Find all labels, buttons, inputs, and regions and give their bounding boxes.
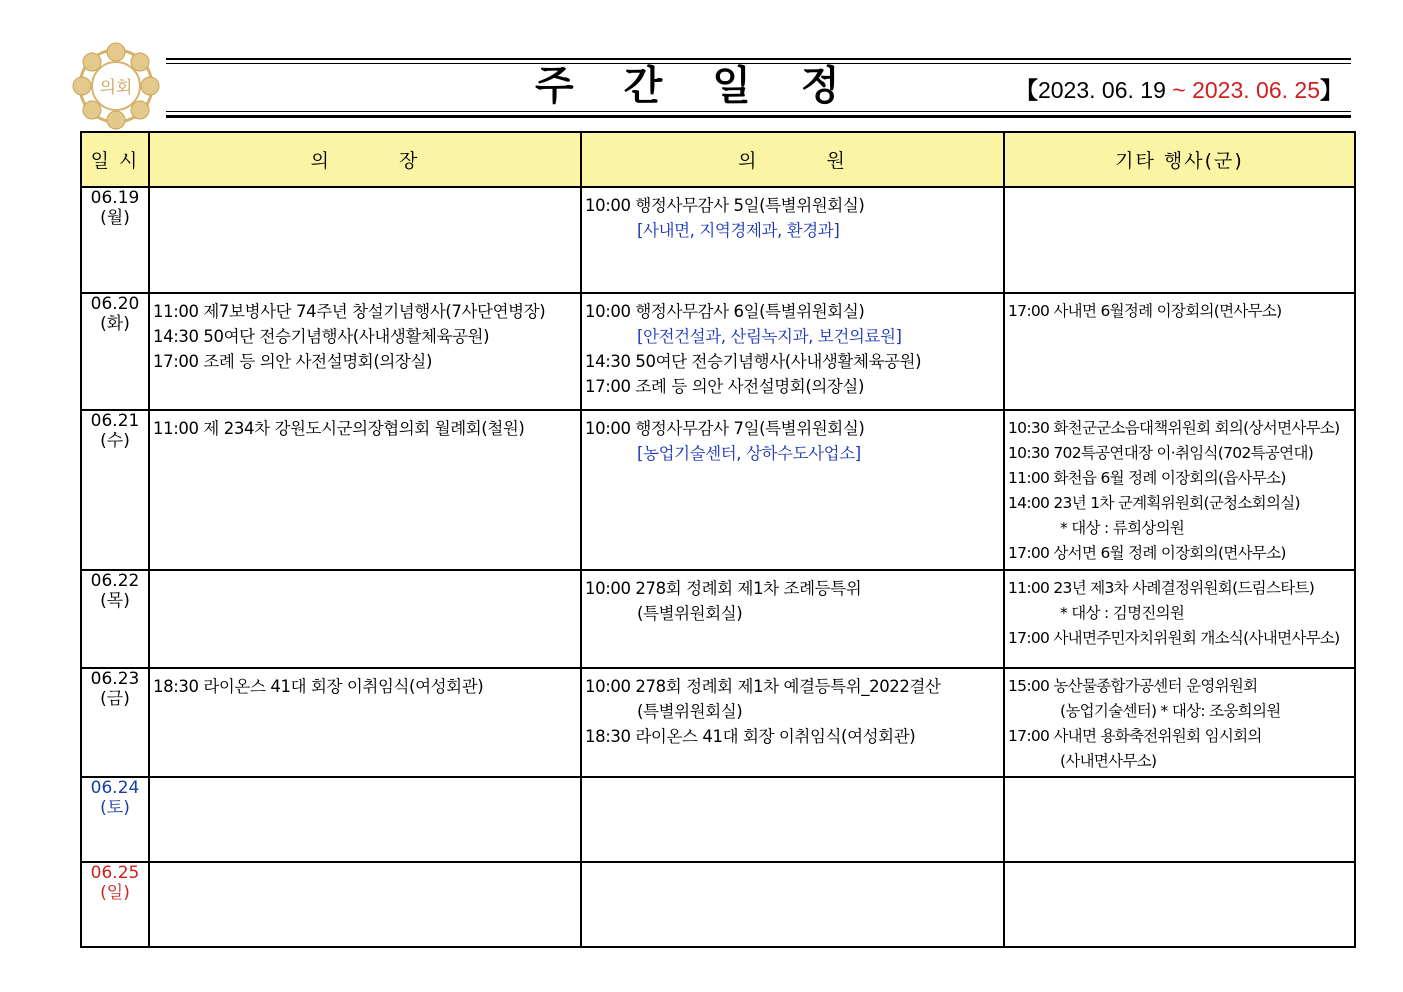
schedule-row [81,293,1355,410]
schedule-entry: 11:00 화천읍 6월 정례 이장회의(읍사무소) [1008,469,1286,487]
members-cell [581,293,1004,410]
chairman-cell [149,187,581,293]
chairman-cell [149,293,581,410]
date-cell [81,570,149,668]
date-cell [81,410,149,570]
date-cell [81,293,149,410]
other-cell [1004,293,1355,410]
chairman-cell [149,777,581,862]
period-tilde: ~ [1165,77,1193,103]
chairman-cell [149,570,581,668]
emblem-text: 의회 [99,78,133,98]
weekday-text: (일) [100,883,130,903]
members-cell [581,777,1004,862]
schedule-entry: 17:00 사내면주민자치위원회 개소식(사내면사무소) [1008,629,1340,647]
schedule-entry: 17:00 조례 등 의안 사전설명회(의장실) [585,377,865,396]
other-cell [1004,777,1355,862]
emblem-flower-icon [70,42,162,130]
schedule-row [81,668,1355,777]
header-chairman: 의 장 [149,132,581,187]
schedule-entry: (사내면사무소) [1060,752,1157,770]
weekday-text: (목) [100,591,130,611]
period-open-bracket: 【 [1014,77,1038,103]
schedule-entry: 10:30 화천군군소음대책위원회 회의(상서면사무소) [1008,419,1340,437]
chairman-cell [149,410,581,570]
period-close-bracket: 】 [1320,77,1343,103]
schedule-entry: 17:00 사내면 6월정례 이장회의(면사무소) [1008,302,1282,320]
other-cell [1004,410,1355,570]
schedule-entry: 11:00 23년 제3차 사례결정위원회(드림스타트) [1008,579,1315,597]
schedule-entry: * 대상 : 김명진의원 [1060,604,1185,622]
schedule-entry: 15:00 농산물종합가공센터 운영위원회 [1008,677,1258,695]
header-other: 기타 행사(군) [1004,132,1355,187]
other-cell [1004,570,1355,668]
schedule-entry: 17:00 조례 등 의안 사전설명회(의장실) [153,352,433,371]
members-cell [581,187,1004,293]
other-cell [1004,187,1355,293]
period-end: 2023. 06. 25 [1192,77,1320,103]
schedule-entry: 14:00 23년 1차 군계획위원회(군청소회의실) [1008,494,1300,512]
schedule-entry: 10:00 278회 정례회 제1차 조례등특위 [585,579,862,598]
weekly-schedule-table [80,131,1356,948]
schedule-row [81,570,1355,668]
schedule-entry: 17:00 사내면 용화축전위원회 임시회의 [1008,727,1262,745]
header-rule-bottom [166,115,1351,118]
schedule-entry: 17:00 상서면 6월 정례 이장회의(면사무소) [1008,544,1286,562]
weekday-text: (화) [100,314,130,334]
date-text: 06.25 [90,863,140,883]
schedule-entry: (농업기술센터) * 대상: 조웅희의원 [1060,702,1281,720]
schedule-entry: 11:00 제 234차 강원도시군의장협의회 월례회(철원) [153,419,525,438]
schedule-row [81,187,1355,293]
schedule-entry: 18:30 라이온스 41대 회장 이취임식(여성회관) [585,727,916,746]
chairman-cell [149,862,581,947]
schedule-entry: 14:30 50여단 전승기념행사(사내생활체육공원) [153,327,490,346]
members-cell [581,570,1004,668]
date-text: 06.19 [90,188,140,208]
schedule-entry: 10:30 702특공연대장 이·취임식(702특공연대) [1008,444,1314,462]
period-start: 2023. 06. 19 [1037,77,1166,103]
schedule-row [81,862,1355,947]
members-cell [581,410,1004,570]
other-cell [1004,862,1355,947]
schedule-entry: * 대상 : 류희상의원 [1060,519,1185,537]
schedule-entry: [안전건설과, 산림녹지과, 보건의료원] [637,327,902,346]
date-text: 06.24 [90,778,140,798]
date-text: 06.21 [90,411,140,431]
schedule-row [81,410,1355,570]
weekday-text: (수) [100,431,130,451]
weekday-text: (월) [100,208,130,228]
page-title: 주간일정 [535,63,890,109]
council-emblem [70,42,162,130]
weekday-text: (금) [100,689,130,709]
date-cell [81,187,149,293]
header-row [81,132,1355,187]
date-text: 06.20 [90,294,140,314]
header-members: 의 원 [581,132,1004,187]
members-cell [581,668,1004,777]
members-cell [581,862,1004,947]
chairman-cell [149,668,581,777]
date-cell [81,668,149,777]
schedule-entry: 18:30 라이온스 41대 회장 이취임식(여성회관) [153,677,484,696]
schedule-entry: (특별위원회실) [637,604,743,623]
date-text: 06.22 [90,571,140,591]
date-text: 06.23 [90,669,140,689]
date-cell [81,862,149,947]
schedule-entry: 10:00 행정사무감사 7일(특별위원회실) [585,419,865,438]
schedule-entry: 10:00 278회 정례회 제1차 예결등특위_2022결산 [585,677,941,696]
schedule-entry: [농업기술센터, 상하수도사업소] [637,444,861,463]
schedule-entry: [사내면, 지역경제과, 환경과] [637,221,840,240]
schedule-entry: 11:00 제7보병사단 74주년 창설기념행사(7사단연병장) [153,302,546,321]
schedule-entry: (특별위원회실) [637,702,743,721]
schedule-entry: 14:30 50여단 전승기념행사(사내생활체육공원) [585,352,922,371]
weekday-text: (토) [100,798,130,818]
period-range [1015,72,1343,105]
schedule-row [81,777,1355,862]
schedule-entry: 10:00 행정사무감사 5일(특별위원회실) [585,196,865,215]
other-cell [1004,668,1355,777]
header-date: 일 시 [81,132,149,187]
date-cell [81,777,149,862]
schedule-entry: 10:00 행정사무감사 6일(특별위원회실) [585,302,865,321]
